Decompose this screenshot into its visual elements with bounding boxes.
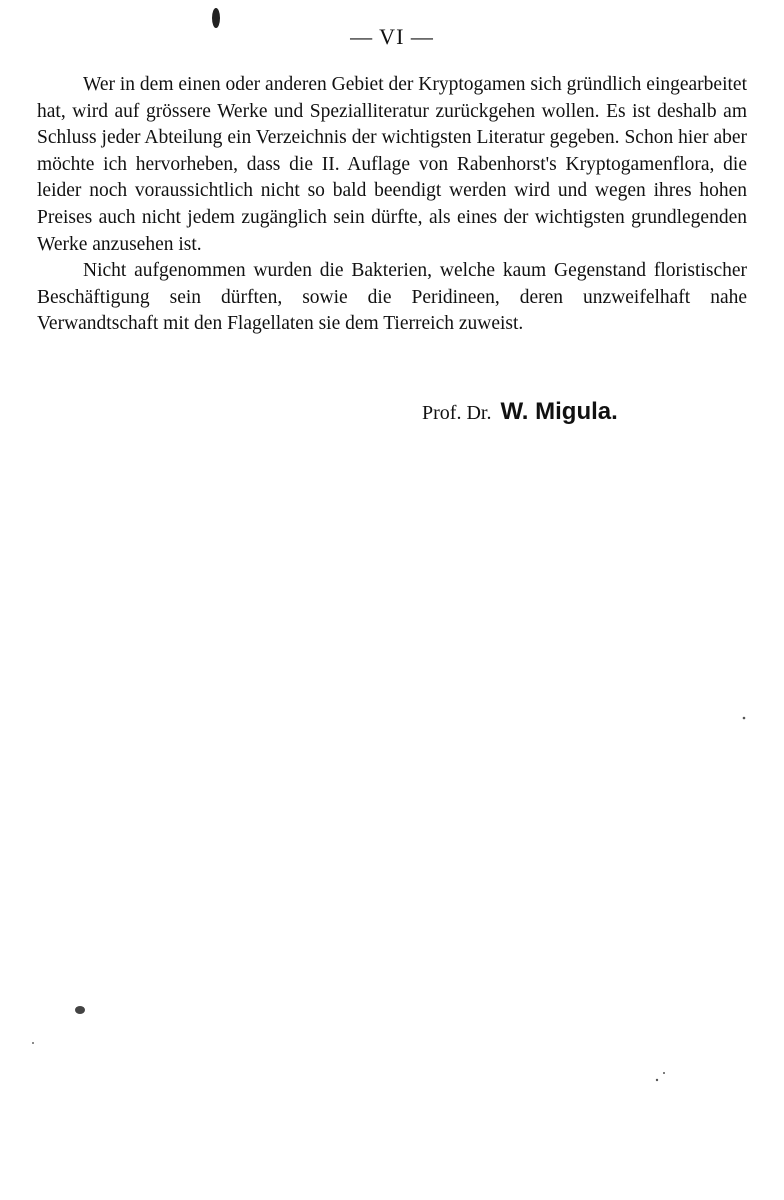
ink-speck-left: [75, 1006, 85, 1014]
body-text: [37, 72, 747, 338]
dust-speck-right: [743, 717, 746, 720]
dust-speck-bottom-3: [32, 1042, 34, 1044]
author-name: W. Migula.: [500, 398, 618, 425]
paragraph-2: Nicht aufgenommen wurden die Bakterien, welche kaum Gegenstand floristischer Beschäftigung sein dürften, sowie die Peridineen, deren unzweifelhaft nahe Verwandtschaft mit den Flagellaten sie dem Tierreich zuweist.: [37, 260, 747, 335]
author-title: Prof. Dr.: [422, 402, 492, 424]
author-signature: [422, 398, 618, 426]
dust-speck-bottom-1: [656, 1079, 658, 1081]
paragraph-1: Wer in dem einen oder anderen Gebiet der Kryptogamen sich gründlich eingearbeitet hat, wird auf grössere Werke und Spezialliteratur zurückgehen wollen. Es ist deshalb am Schluss jeder Abteilung ein Verzeichnis der wichtigsten Literatur gegeben. Schon hier aber möchte ich hervorheben, dass die II. Auflage von Rabenhorst's Kryptogamenflora, die leider noch voraussichtlich nicht so bald beendigt werden wird und wegen ihres hohen Preises auch nicht jedem zugänglich sein dürfte, als eines der wichtigsten grundlegenden Werke anzusehen ist.: [37, 74, 747, 255]
dust-speck-bottom-2: [663, 1072, 665, 1074]
page-number: — VI —: [350, 24, 434, 49]
